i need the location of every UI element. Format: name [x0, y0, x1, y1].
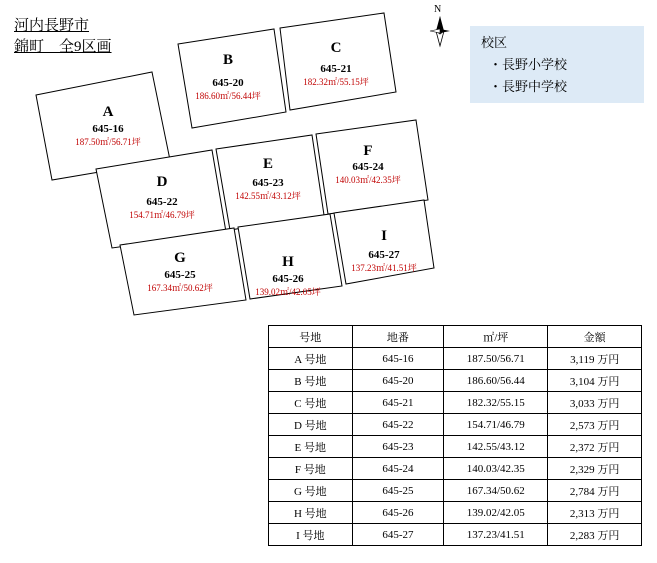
- table-row: [269, 480, 642, 502]
- cell-area: 187.50/56.71: [444, 348, 548, 370]
- parcel-chiban-g: 645-25: [164, 269, 196, 281]
- parcel-area-g: 167.34㎡/50.62坪: [147, 283, 213, 293]
- table-header-chiban: 地番: [352, 326, 444, 348]
- table-row: [269, 458, 642, 480]
- cell-chiban: 645-22: [352, 414, 444, 436]
- school-district-item-junior-high: ・長野中学校: [489, 79, 568, 94]
- cell-chiban: 645-21: [352, 392, 444, 414]
- cell-area: 142.55/43.12: [444, 436, 548, 458]
- parcel-chiban-a: 645-16: [92, 123, 124, 135]
- cell-price: 2,283 万円: [548, 524, 642, 546]
- cell-lot: E 号地: [269, 436, 353, 458]
- price-table: [268, 325, 642, 546]
- cell-lot: I 号地: [269, 524, 353, 546]
- cell-price: 2,372 万円: [548, 436, 642, 458]
- parcel-letter-h: H: [282, 254, 294, 270]
- parcel-letter-i: I: [381, 228, 387, 244]
- school-district-heading: 校区: [481, 35, 508, 50]
- table-row: [269, 348, 642, 370]
- cell-price: 2,313 万円: [548, 502, 642, 524]
- parcel-area-i: 137.23㎡/41.51坪: [351, 263, 417, 273]
- parcel-area-e: 142.55㎡/43.12坪: [235, 191, 301, 201]
- parcel-area-c: 182.32㎡/55.15坪: [303, 77, 369, 87]
- cell-area: 140.03/42.35: [444, 458, 548, 480]
- parcel-shape-c[interactable]: [280, 13, 396, 110]
- cell-price: 3,104 万円: [548, 370, 642, 392]
- cell-chiban: 645-26: [352, 502, 444, 524]
- cell-chiban: 645-27: [352, 524, 444, 546]
- parcel-letter-a: A: [102, 104, 114, 120]
- table-row: [269, 370, 642, 392]
- cell-price: 2,573 万円: [548, 414, 642, 436]
- cell-chiban: 645-24: [352, 458, 444, 480]
- parcel-letter-e: E: [262, 156, 274, 172]
- parcel-chiban-i: 645-27: [368, 249, 400, 261]
- cell-area: 139.02/42.05: [444, 502, 548, 524]
- cell-chiban: 645-20: [352, 370, 444, 392]
- table-row: [269, 414, 642, 436]
- cell-lot: H 号地: [269, 502, 353, 524]
- table-row: [269, 524, 642, 546]
- parcel-chiban-h: 645-26: [272, 273, 304, 285]
- school-district-item-elementary: ・長野小学校: [489, 57, 568, 72]
- parcel-area-a: 187.50㎡/56.71坪: [75, 137, 141, 147]
- parcel-map: [0, 0, 470, 320]
- table-row: [269, 392, 642, 414]
- parcel-area-b: 186.60㎡/56.44坪: [195, 91, 261, 101]
- table-row: [269, 436, 642, 458]
- school-district-box: [470, 26, 644, 103]
- cell-lot: F 号地: [269, 458, 353, 480]
- cell-area: 167.34/50.62: [444, 480, 548, 502]
- cell-lot: A 号地: [269, 348, 353, 370]
- cell-lot: G 号地: [269, 480, 353, 502]
- parcel-letter-d: D: [156, 174, 168, 190]
- parcel-area-f: 140.03㎡/42.35坪: [335, 175, 401, 185]
- parcel-chiban-e: 645-23: [252, 177, 284, 189]
- cell-price: 3,033 万円: [548, 392, 642, 414]
- table-header-price: 金額: [548, 326, 642, 348]
- table-row: [269, 502, 642, 524]
- parcel-chiban-b: 645-20: [212, 77, 244, 89]
- cell-lot: B 号地: [269, 370, 353, 392]
- cell-chiban: 645-25: [352, 480, 444, 502]
- title-line-city: 河内長野市: [14, 18, 90, 34]
- parcel-letter-c: C: [330, 40, 342, 56]
- cell-area: 137.23/41.51: [444, 524, 548, 546]
- table-header-row: [269, 326, 642, 348]
- parcel-chiban-c: 645-21: [320, 63, 352, 75]
- cell-area: 186.60/56.44: [444, 370, 548, 392]
- compass-north-label: N: [434, 4, 442, 15]
- cell-area: 154.71/46.79: [444, 414, 548, 436]
- parcel-area-h: 139.02㎡/42.05坪: [255, 287, 321, 297]
- parcel-area-d: 154.71㎡/46.79坪: [129, 210, 195, 220]
- parcel-letter-f: F: [363, 143, 373, 159]
- cell-lot: D 号地: [269, 414, 353, 436]
- parcel-letter-g: G: [174, 250, 186, 266]
- table-header-lot: 号地: [269, 326, 353, 348]
- parcel-letter-b: B: [222, 52, 234, 68]
- cell-price: 2,329 万円: [548, 458, 642, 480]
- cell-lot: C 号地: [269, 392, 353, 414]
- cell-chiban: 645-16: [352, 348, 444, 370]
- title-line-town: 錦町 全9区画: [14, 39, 112, 55]
- cell-chiban: 645-23: [352, 436, 444, 458]
- parcel-chiban-d: 645-22: [146, 196, 178, 208]
- cell-area: 182.32/55.15: [444, 392, 548, 414]
- parcel-chiban-f: 645-24: [352, 161, 384, 173]
- table-header-area: ㎡/坪: [444, 326, 548, 348]
- cell-price: 2,784 万円: [548, 480, 642, 502]
- cell-price: 3,119 万円: [548, 348, 642, 370]
